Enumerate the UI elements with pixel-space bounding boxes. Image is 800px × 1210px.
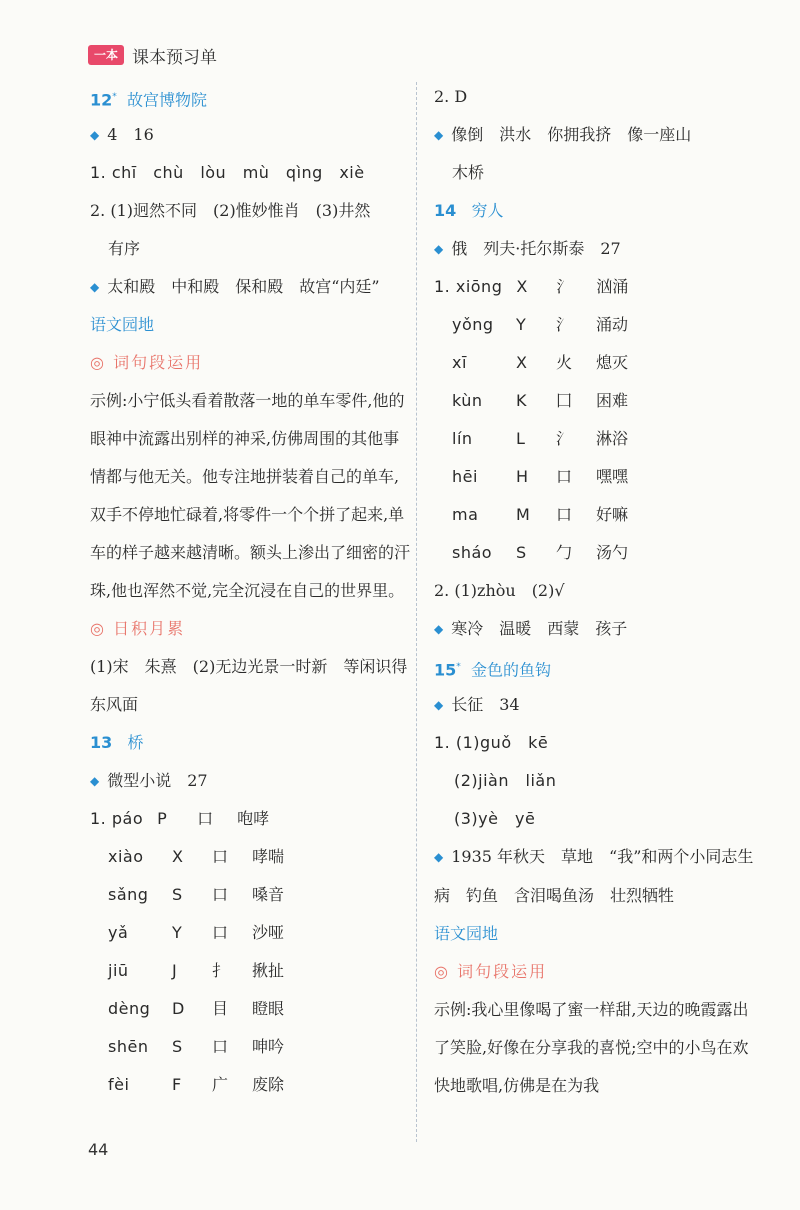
diamond-icon: ◆	[90, 774, 100, 788]
radical-cell: 氵	[556, 429, 573, 448]
letter-cell: S	[172, 885, 183, 904]
word-cell: 嗓音	[252, 885, 285, 904]
radical-cell: 口	[197, 809, 214, 828]
radical-cell: 口	[556, 505, 573, 524]
char-row	[434, 268, 764, 306]
word-cell: 沙哑	[252, 923, 285, 942]
lesson-14-q2: 2. (1)zhòu (2)√	[434, 581, 565, 600]
word-cell: 咆哮	[237, 809, 270, 828]
char-row	[434, 344, 764, 382]
char-row	[90, 800, 410, 838]
word-cell: 汹涌	[596, 277, 629, 296]
char-row	[90, 1066, 410, 1104]
pinyin-cell: dèng	[108, 999, 151, 1018]
bridge-text: 像倒 洪水 你拥我挤 像一座山	[451, 125, 692, 144]
diamond-icon: ◆	[90, 128, 100, 142]
letter-cell: L	[516, 429, 526, 448]
march-text: 长征 34	[451, 695, 520, 714]
subsection-label: 词句段运用	[457, 962, 548, 981]
word-cell: 淋浴	[596, 429, 629, 448]
pinyin-cell: yǎ	[108, 923, 129, 942]
radical-cell: 目	[212, 999, 229, 1018]
lesson-number: 14	[434, 201, 457, 220]
pages-text: 微型小说 27	[107, 771, 208, 790]
radical-cell: 勹	[556, 543, 573, 562]
column-divider	[416, 82, 417, 1142]
letter-cell: Y	[516, 315, 527, 334]
circle-icon: ◎	[90, 353, 106, 372]
word-cell: 呻吟	[252, 1037, 285, 1056]
word-cell: 嘿嘿	[596, 467, 629, 486]
words-text: 寒冷 温暖 西蒙 孩子	[451, 619, 628, 638]
radical-cell: 口	[212, 1037, 229, 1056]
lesson-12-pages	[90, 116, 410, 154]
char-row	[90, 952, 410, 990]
char-row	[434, 534, 764, 572]
radical-cell: 囗	[556, 391, 573, 410]
lesson-name: 故宫博物院	[126, 90, 207, 110]
char-row	[90, 914, 410, 952]
page-header	[88, 43, 217, 67]
word-cell: 汤勺	[596, 543, 629, 562]
letter-cell: Y	[172, 923, 183, 942]
lesson-14-words	[434, 610, 764, 648]
radical-cell: 口	[212, 847, 229, 866]
lesson-name: 穷人	[471, 201, 504, 220]
lesson-13-pages	[90, 762, 410, 800]
lesson-12-q2a: 2. (1)迥然不同 (2)惟妙惟肖 (3)井然	[90, 201, 371, 220]
lesson-15-title: 15* 金色的鱼钩	[434, 660, 551, 680]
lesson-number: 15	[434, 660, 457, 680]
char-row	[434, 420, 764, 458]
lesson-12-title: 12* 故宫博物院	[90, 90, 207, 110]
circle-icon: ◎	[434, 962, 450, 981]
word-cell: 熄灭	[596, 353, 629, 372]
letter-cell: P	[157, 809, 168, 828]
lesson-12-q2b: 有序	[108, 239, 141, 258]
halls-text: 太和殿 中和殿 保和殿 故宫“内廷”	[107, 277, 380, 296]
pinyin-cell: sǎng	[108, 885, 149, 904]
garden-title-2: 语文园地	[434, 924, 499, 943]
letter-cell: J	[172, 961, 178, 980]
author-text: 俄 列夫·托尔斯泰 27	[451, 239, 621, 258]
lesson-14-author	[434, 230, 764, 268]
lesson-name: 金色的鱼钩	[470, 660, 551, 680]
diamond-icon: ◆	[434, 242, 444, 256]
letter-cell: X	[516, 277, 528, 296]
subsection-title-2	[90, 610, 410, 648]
pinyin-cell: 1. páo	[90, 809, 144, 828]
word-cell: 废除	[252, 1075, 285, 1094]
pinyin-cell: jiū	[108, 961, 129, 980]
word-cell: 哮喘	[252, 847, 285, 866]
word-cell: 困难	[596, 391, 629, 410]
pinyin-cell: 1. xiōng	[434, 277, 503, 296]
lesson-15-story	[434, 838, 764, 915]
pinyin-cell: xī	[452, 353, 467, 372]
page-number: 44	[88, 1140, 109, 1159]
char-row	[434, 382, 764, 420]
letter-cell: S	[516, 543, 527, 562]
bridge-words-b: 木桥	[452, 163, 485, 182]
char-row	[90, 838, 410, 876]
subsection-title-1	[90, 344, 410, 382]
pinyin-cell: lín	[452, 429, 473, 448]
letter-cell: D	[172, 999, 185, 1018]
lesson-15-q1a: 1. (1)guǒ kē	[434, 733, 549, 752]
diamond-icon: ◆	[434, 622, 444, 636]
riji-answer: (1)宋 朱熹 (2)无边光景一时新 等闲识得东风面	[90, 657, 408, 714]
pinyin-cell: hēi	[452, 467, 478, 486]
pinyin-cell: xiào	[108, 847, 144, 866]
circle-icon: ◎	[90, 619, 106, 638]
subsection-label: 日积月累	[113, 619, 186, 638]
lesson-13-title	[90, 724, 410, 762]
char-row	[90, 876, 410, 914]
char-row	[90, 990, 410, 1028]
radical-cell: 氵	[556, 277, 573, 296]
q2-answer: 2. D	[434, 87, 468, 106]
char-row	[90, 1028, 410, 1066]
letter-cell: X	[172, 847, 184, 866]
pinyin-cell: kùn	[452, 391, 483, 410]
pages-text: 4 16	[107, 125, 154, 144]
radical-cell: 口	[556, 467, 573, 486]
lesson-15-q1b: (2)jiàn liǎn	[454, 771, 557, 790]
pinyin-cell: yǒng	[452, 315, 494, 334]
diamond-icon: ◆	[434, 850, 444, 864]
word-cell: 揪扯	[252, 961, 285, 980]
lesson-number: 13	[90, 733, 113, 752]
word-cell: 瞪眼	[252, 999, 285, 1018]
right-column	[434, 78, 764, 1105]
subsection-title-3	[434, 953, 764, 991]
letter-cell: K	[516, 391, 527, 410]
story-text: 1935 年秋天 草地 “我”和两个小同志生病 钓鱼 含泪喝鱼汤 壮烈牺牲	[434, 847, 754, 905]
lesson-13-char-table	[90, 800, 410, 1104]
example-paragraph-2: 示例:我心里像喝了蜜一样甜,天边的晚霞露出了笑脸,好像在分享我的喜悦;空中的小鸟在欢快地歌唱,仿佛是在为我	[434, 1000, 749, 1095]
lesson-15-march	[434, 686, 764, 724]
word-cell: 涌动	[596, 315, 629, 334]
pinyin-cell: ma	[452, 505, 479, 524]
lesson-14-title	[434, 192, 764, 230]
radical-cell: 氵	[556, 315, 573, 334]
radical-cell: 口	[212, 923, 229, 942]
char-row	[434, 496, 764, 534]
header-title: 课本预习单	[132, 47, 218, 68]
subsection-label: 词句段运用	[113, 353, 204, 372]
garden-title-1: 语文园地	[90, 315, 155, 334]
radical-cell: 火	[556, 353, 573, 372]
diamond-icon: ◆	[434, 128, 444, 142]
radical-cell: 口	[212, 885, 229, 904]
letter-cell: X	[516, 353, 528, 372]
lesson-name: 桥	[127, 733, 144, 752]
pinyin-cell: shēn	[108, 1037, 149, 1056]
diamond-icon: ◆	[434, 698, 444, 712]
letter-cell: S	[172, 1037, 183, 1056]
left-column	[90, 78, 410, 1104]
letter-cell: F	[172, 1075, 182, 1094]
example-paragraph-1: 示例:小宁低头看着散落一地的单车零件,他的眼神中流露出别样的神采,仿佛周围的其他事情都与他无关。他专注地拼装着自己的单车,双手不停地忙碌着,将零件一个个拼了起来,单车的样子越来越清晰。额头上渗出了细密的汗珠,他也浑然不觉,完全沉浸在自己的世界里。	[90, 391, 411, 600]
lesson-12-halls	[90, 268, 410, 306]
char-row	[434, 306, 764, 344]
brand-badge: 一本	[88, 45, 124, 65]
lesson-12-q1: 1. chī chù lòu mù qìng xiè	[90, 163, 365, 182]
radical-cell: 广	[212, 1075, 229, 1094]
bridge-words-a	[434, 116, 764, 154]
lesson-14-char-table	[434, 268, 764, 572]
lesson-15-q1c: (3)yè yē	[454, 809, 536, 828]
pinyin-cell: fèi	[108, 1075, 130, 1094]
lesson-number: 12	[90, 90, 113, 110]
letter-cell: M	[516, 505, 531, 524]
radical-cell: 扌	[212, 961, 229, 980]
letter-cell: H	[516, 467, 529, 486]
word-cell: 好嘛	[596, 505, 629, 524]
diamond-icon: ◆	[90, 280, 100, 294]
pinyin-cell: sháo	[452, 543, 493, 562]
char-row	[434, 458, 764, 496]
